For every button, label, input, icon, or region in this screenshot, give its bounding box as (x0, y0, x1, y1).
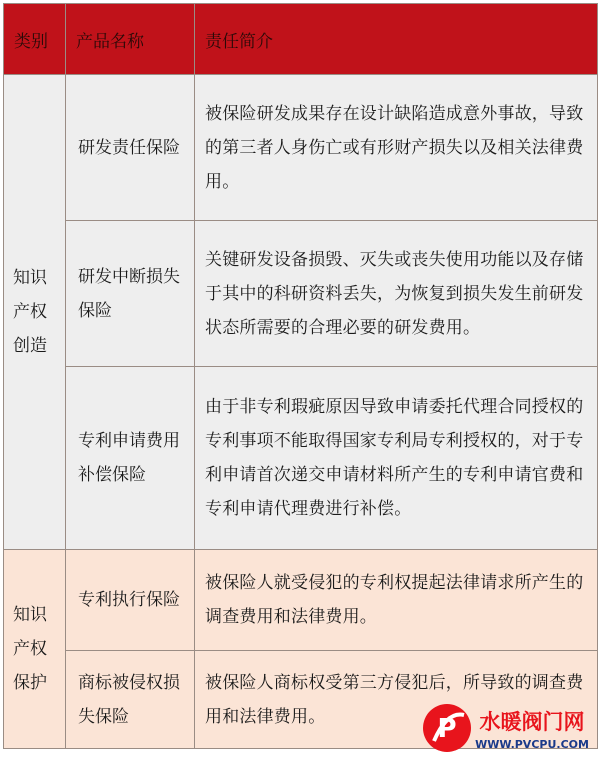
product-name: 商标被侵权损失保险 (66, 651, 195, 749)
header-row (4, 4, 598, 75)
header-product: 产品名称 (66, 4, 195, 75)
header-category: 类别 (4, 4, 66, 75)
product-name: 研发中断损失保险 (66, 221, 195, 367)
insurance-table (3, 3, 598, 749)
watermark-url: WWW.PVCPU.COM (475, 738, 589, 751)
watermark-brand: 水暖阀门网 (479, 710, 585, 734)
product-description: 关键研发设备损毁、灭失或丧失使用功能以及存储于其中的科研资料丢失，为恢复到损失发生前研发状态所需要的合理必要的研发费用。 (195, 221, 598, 367)
product-name: 专利申请费用补偿保险 (66, 367, 195, 550)
watermark-logo (420, 701, 598, 755)
product-name: 研发责任保险 (66, 75, 195, 221)
category-cell-creation: 知识产权创造 (4, 75, 66, 550)
category-cell-protection: 知识产权保护 (4, 550, 66, 749)
table-row (4, 550, 598, 651)
table-row (4, 367, 598, 550)
logo-letter: P (437, 714, 457, 744)
header-description: 责任简介 (195, 4, 598, 75)
table-row (4, 75, 598, 221)
product-description: 被保险人就受侵犯的专利权提起法律请求所产生的调查费用和法律费用。 (195, 550, 598, 651)
product-name: 专利执行保险 (66, 550, 195, 651)
table-row (4, 221, 598, 367)
product-description: 由于非专利瑕疵原因导致申请委托代理合同授权的专利事项不能取得国家专利局专利授权的，对于专利申请首次递交申请材料所产生的专利申请官费和专利申请代理费进行补偿。 (195, 367, 598, 550)
product-description: 被保险人商标权受第三方侵犯后，所导致的调查费用和法律费用。 (195, 651, 598, 749)
product-description: 被保险研发成果存在设计缺陷造成意外事故，导致的第三者人身伤亡或有形财产损失以及相关法律费用。 (195, 75, 598, 221)
